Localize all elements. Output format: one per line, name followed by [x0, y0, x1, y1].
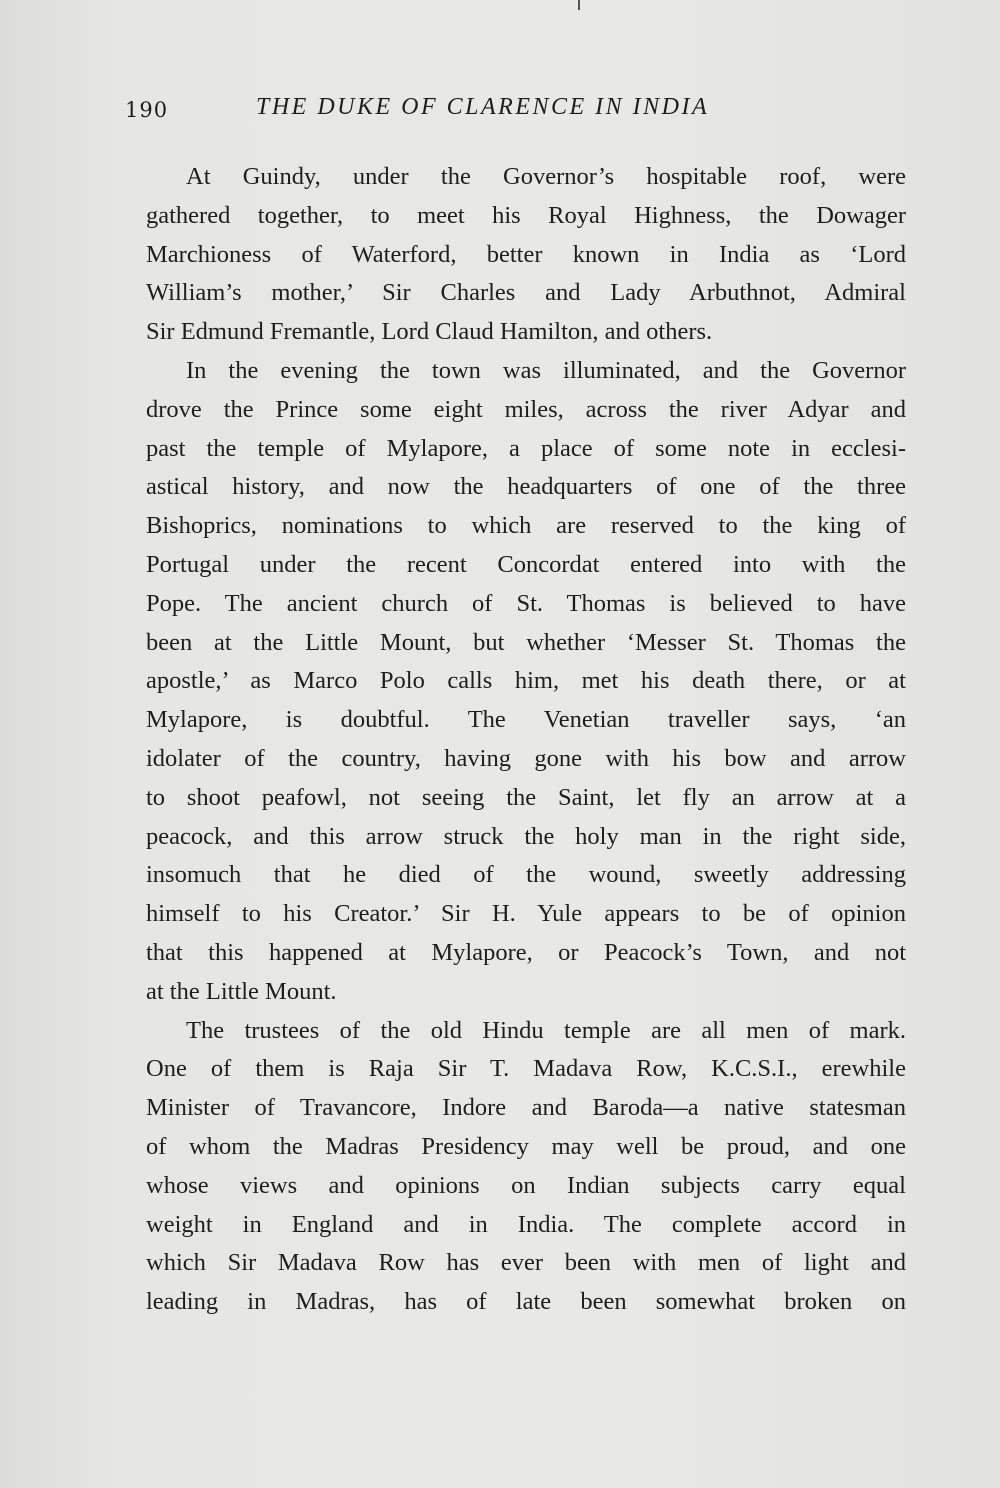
text-line: gathered together, to meet his Royal Highness, the Dowager	[146, 201, 906, 229]
text-line: Minister of Travancore, Indore and Baroda—a native statesman	[146, 1094, 906, 1122]
text-line: whose views and opinions on Indian subjects carry equal	[146, 1171, 906, 1199]
text-line: apostle,’ as Marco Polo calls him, met his death there, or at	[146, 667, 906, 695]
text-line: Mylapore, is doubtful. The Venetian traveller says, ‘an	[146, 706, 906, 734]
text-line: at the Little Mount.	[146, 977, 337, 1005]
text-line: astical history, and now the headquarters of one of the three	[146, 473, 906, 501]
text-line: which Sir Madava Row has ever been with men of light and	[146, 1249, 906, 1277]
text-line: The trustees of the old Hindu temple are all men of mark.	[186, 1016, 906, 1044]
text-line: idolater of the country, having gone with his bow and arrow	[146, 744, 906, 772]
text-line: peacock, and this arrow struck the holy man in the right side,	[146, 822, 906, 850]
running-head	[125, 94, 905, 130]
text-line: weight in England and in India. The complete accord in	[146, 1210, 906, 1238]
page-number: 190	[125, 98, 169, 122]
text-line: insomuch that he died of the wound, sweetly addressing	[146, 861, 906, 889]
text-line: Portugal under the recent Concordat entered into with the	[146, 550, 906, 578]
paragraph	[146, 352, 906, 1012]
text-line: At Guindy, under the Governor’s hospitable roof, were	[186, 163, 906, 190]
text-line: In the evening the town was illuminated, and the Governor	[186, 356, 906, 384]
body-text	[146, 158, 906, 1322]
text-line: of whom the Madras Presidency may well be proud, and one	[146, 1132, 906, 1160]
text-line: drove the Prince some eight miles, across the river Adyar and	[146, 395, 906, 423]
text-line: Bishoprics, nominations to which are reserved to the king of	[146, 512, 906, 540]
text-line: William’s mother,’ Sir Charles and Lady Arbuthnot, Admiral	[146, 279, 906, 307]
text-line: himself to his Creator.’ Sir H. Yule appears to be of opinion	[146, 900, 906, 928]
text-line: been at the Little Mount, but whether ‘Messer St. Thomas the	[146, 628, 906, 656]
text-line: One of them is Raja Sir T. Madava Row, K.C.S.I., erewhile	[146, 1055, 906, 1083]
paragraph	[146, 1012, 906, 1322]
text-line: leading in Madras, has of late been somewhat broken on	[146, 1288, 906, 1316]
text-line: Pope. The ancient church of St. Thomas is believed to have	[146, 589, 906, 617]
running-title: THE DUKE OF CLARENCE IN INDIA	[256, 94, 710, 120]
paragraph	[146, 158, 906, 352]
text-line: that this happened at Mylapore, or Peacock’s Town, and not	[146, 938, 906, 966]
top-edge-mark	[578, 0, 580, 10]
text-line: Sir Edmund Fremantle, Lord Claud Hamilton, and others.	[146, 318, 713, 346]
text-line: Marchioness of Waterford, better known in India as ‘Lord	[146, 240, 906, 268]
text-line: past the temple of Mylapore, a place of some note in ecclesi-	[146, 434, 906, 462]
text-line: to shoot peafowl, not seeing the Saint, let fly an arrow at a	[146, 783, 906, 811]
